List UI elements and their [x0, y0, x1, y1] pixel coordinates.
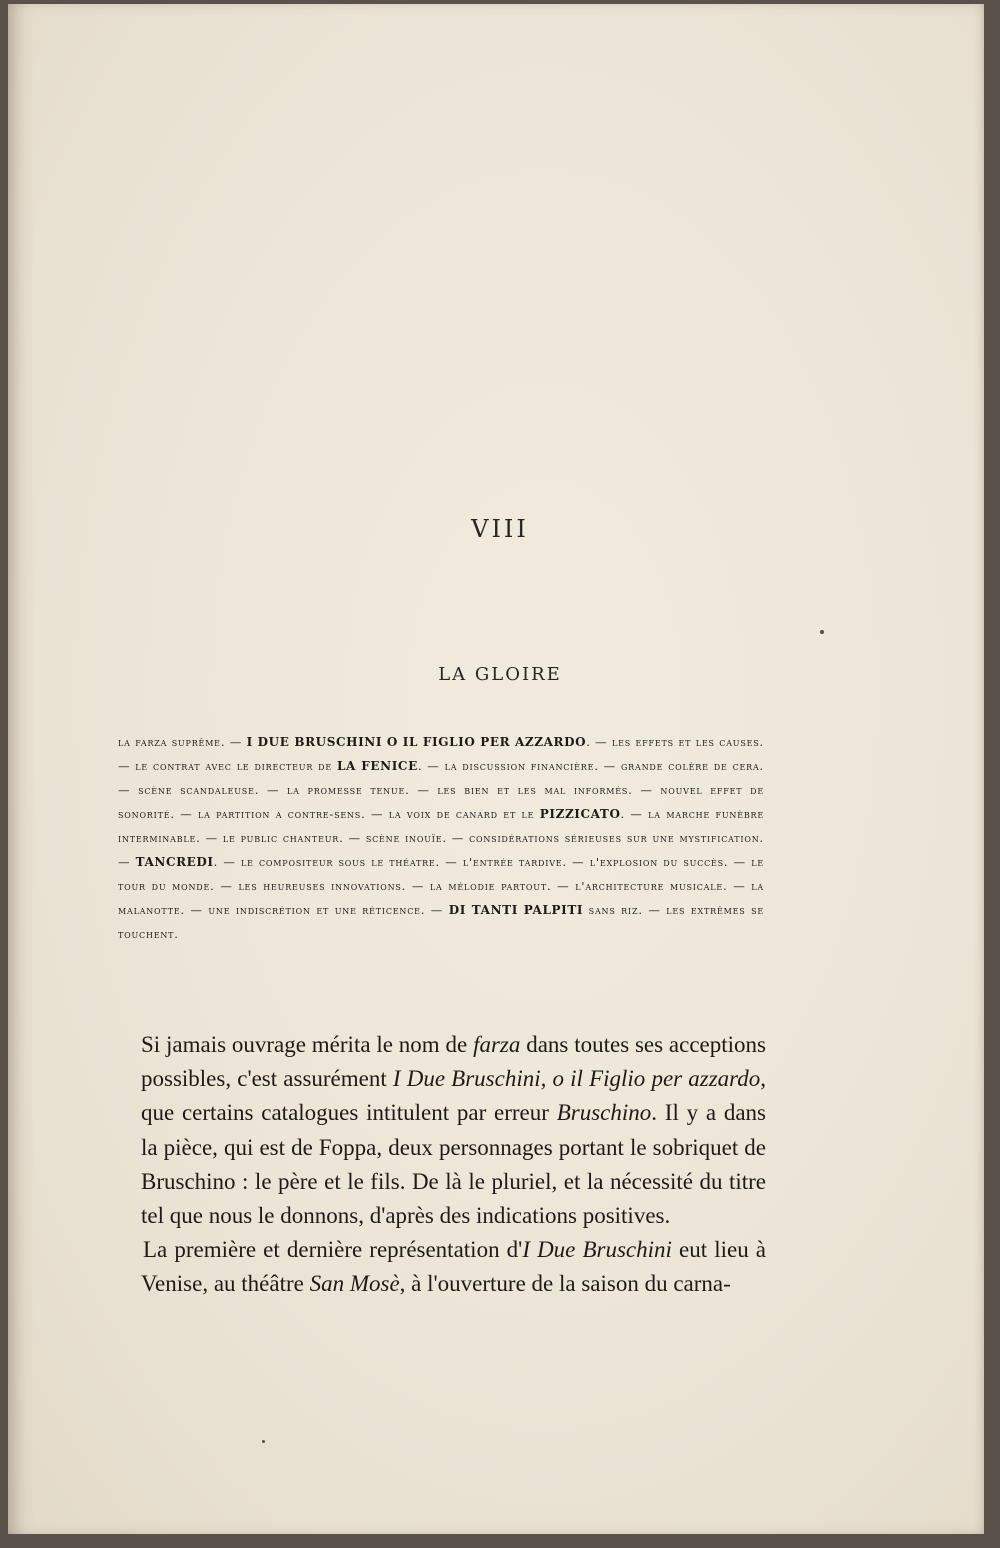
summary-segment: . — la marche funèbre interminable. — le public chanteur. — scène inouïe. — considérations sérieuses sur une mystification. — — [118, 807, 764, 869]
summary-title-segment: I DUE BRUSCHINI O IL FIGLIO PER AZZARDO — [246, 735, 587, 749]
text-run: , à l'ouverture de la saison du carna- — [399, 1271, 731, 1297]
paper-speck — [262, 1440, 265, 1443]
summary-title-segment: PIZZICATO — [539, 807, 621, 821]
summary-segment: . — les effets et les causes. — le contrat avec le directeur de — [118, 735, 764, 773]
italic-text: San Mosè — [309, 1271, 400, 1297]
italic-text: farza — [473, 1032, 521, 1057]
chapter-summary — [118, 730, 764, 946]
italic-text: I Due Bruschini — [522, 1237, 672, 1263]
text-run: La première et dernière représentation d' — [143, 1237, 523, 1263]
summary-segment: . — la discussion financière. — grande colère de cera. — scène scandaleuse. — la promesse tenue. — les bien et les mal informés. — nouvel effet de sonorité. — la partition a contre-sens. — la voix de canard et le — [118, 759, 764, 821]
text-run: eut lieu à Venise, au théâtre — [141, 1237, 766, 1297]
chapter-title: LA GLOIRE — [438, 664, 562, 685]
paper-speck — [820, 630, 824, 634]
text-run: Si jamais ouvrage mérita le nom de — [141, 1032, 474, 1057]
italic-text: I Due Bruschini, o il Figlio per azzardo — [392, 1066, 761, 1092]
summary-title-segment: TANCREDI — [135, 855, 214, 869]
summary-segment: sans riz. — les extrêmes se touchent. — [118, 903, 764, 941]
text-run: . Il y a dans la pièce, qui est de Foppa, deux personnages portant le sobriquet de Bruschino : le père et le fils. De là le pluriel, et la nécessité du titre tel que nous le donnons, d'après des indications positives. — [141, 1100, 766, 1229]
paragraph — [141, 1233, 766, 1301]
summary-title-segment: DI TANTI PALPITI — [448, 903, 584, 917]
body-text — [141, 1028, 766, 1302]
text-run: , que certains catalogues intitulent par erreur — [141, 1066, 766, 1126]
summary-title-segment: LA FENICE — [337, 759, 418, 773]
text-run: dans toutes ses acceptions possibles, c'est assurément — [141, 1032, 766, 1092]
chapter-number: VIII — [471, 515, 529, 543]
italic-text: Bruschino — [556, 1100, 652, 1126]
summary-segment: la farza suprême. — — [118, 735, 247, 749]
summary-segment: . — le compositeur sous le théatre. — l'entrée tardive. — l'explosion du succès. — le tour du monde. — les heureuses innovations. — la mélodie partout. — l'architecture musicale. — la malanotte. — une indiscrétion et une réticence. — — [118, 855, 764, 917]
paragraph — [141, 1028, 766, 1233]
